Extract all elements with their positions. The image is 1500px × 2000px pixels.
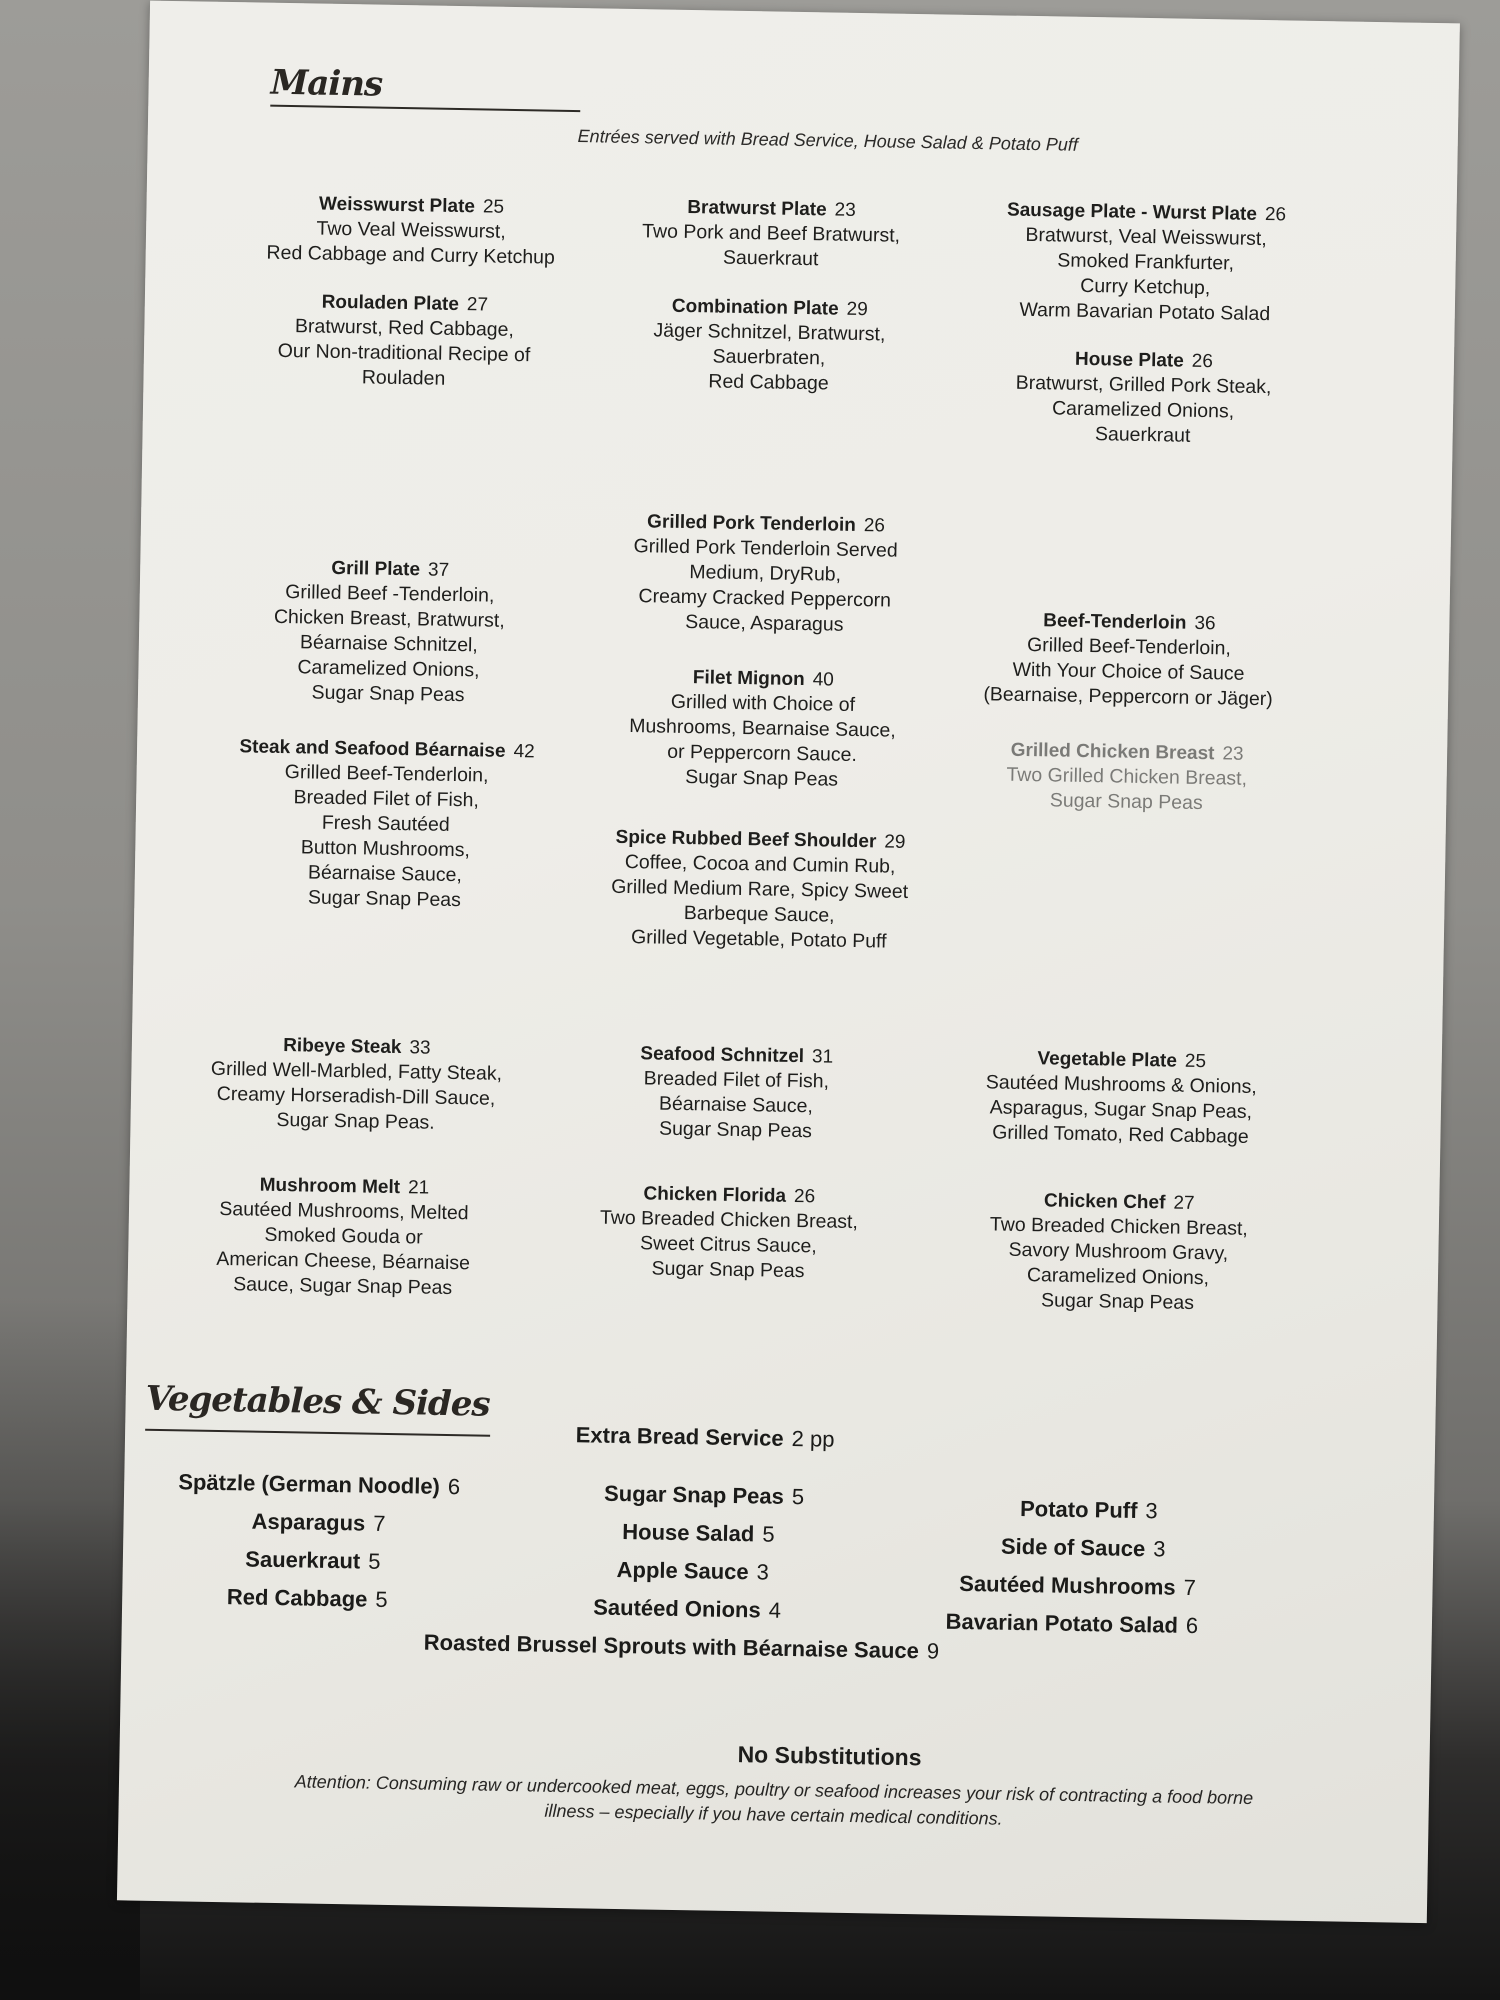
side-price: 2 pp	[791, 1425, 835, 1452]
item-name: Chicken Florida	[643, 1183, 787, 1207]
side-price: 5	[791, 1483, 805, 1510]
menu-item-grill-plate	[198, 554, 581, 711]
side-name: Roasted Brussel Sprouts with Béarnaise Sauce	[423, 1629, 920, 1664]
no-substitutions-note: No Substitutions	[737, 1741, 922, 1771]
item-name: Beef-Tenderloin	[1043, 610, 1187, 634]
side-sauerkraut	[138, 1545, 488, 1577]
item-price: 21	[407, 1177, 430, 1199]
menu-item-steak-and-seafood-bearnaise	[174, 733, 597, 915]
item-description: Grilled with Choice of Mushrooms, Bearnaise Sauce, or Peppercorn Sauce. Sugar Snap Peas	[628, 690, 896, 791]
item-description: Two Breaded Chicken Breast, Sweet Citrus Sauce, Sugar Snap Peas	[599, 1206, 859, 1283]
item-description: Two Breaded Chicken Breast, Savory Mushroom Gravy, Caramelized Onions, Sugar Snap Peas	[989, 1213, 1249, 1314]
item-description: Bratwurst, Red Cabbage, Our Non-traditional Recipe of Rouladen	[277, 315, 531, 390]
item-name: Sausage Plate - Wurst Plate	[1006, 199, 1258, 225]
side-sugar-snap-peas	[534, 1480, 874, 1512]
item-price: 42	[513, 741, 535, 763]
item-description: Sautéed Mushrooms & Onions, Asparagus, Sugar Snap Peas, Grilled Tomato, Red Cabbage	[985, 1071, 1257, 1148]
item-price: 29	[846, 298, 868, 321]
side-red-cabbage	[132, 1583, 482, 1615]
side-price: 9	[926, 1638, 940, 1664]
menu-item-spice-rubbed-beef-shoulder	[554, 824, 966, 956]
item-price: 36	[1194, 612, 1216, 635]
menu-item-house-plate	[942, 344, 1344, 451]
side-name: Extra Bread Service	[575, 1422, 784, 1451]
sides-title: Vegetables & Sides	[145, 1378, 490, 1425]
item-price: 25	[1184, 1050, 1207, 1073]
item-name: Mushroom Melt	[259, 1174, 401, 1199]
item-description: Coffee, Cocoa and Cumin Rub, Grilled Medium Rare, Spicy Sweet Barbeque Sauce, Grilled Vegetable, Potato Puff	[611, 850, 909, 953]
side-apple-sauce	[523, 1555, 863, 1587]
item-price: 26	[1191, 350, 1214, 373]
menu-item-sausage-plate	[945, 197, 1347, 329]
item-name: Vegetable Plate	[1037, 1048, 1178, 1072]
menu-item-grilled-chicken-breast	[926, 736, 1327, 818]
side-spatzle	[144, 1469, 494, 1501]
item-price: 37	[427, 559, 450, 581]
food-safety-attention-note: Attention: Consuming raw or undercooked meat, eggs, poultry or seafood increases your risk of contracting a food borne illness – especially if you have certain medical conditions.	[294, 1771, 1254, 1829]
item-name: Rouladen Plate	[321, 291, 460, 316]
side-extra-bread-service	[525, 1421, 885, 1453]
side-name: Sautéed Mushrooms	[959, 1570, 1176, 1600]
item-description: Two Grilled Chicken Breast, Sugar Snap Peas	[1006, 763, 1248, 815]
menu-item-grilled-pork-tenderloin	[564, 508, 966, 640]
item-price: 23	[1222, 743, 1244, 765]
item-description: Grilled Beef -Tenderloin, Chicken Breast, Bratwurst, Béarnaise Schnitzel, Caramelized Onions, Sugar Snap Peas	[273, 581, 505, 707]
sides-title-underline	[145, 1429, 490, 1437]
menu-item-seafood-schnitzel	[535, 1039, 937, 1146]
menu-item-ribeye-steak	[155, 1031, 557, 1138]
side-name: Side of Sauce	[1000, 1533, 1146, 1562]
side-price: 3	[1153, 1536, 1166, 1562]
item-name: Grilled Pork Tenderloin	[646, 511, 856, 536]
item-description: Two Veal Weisswurst, Red Cabbage and Curry Ketchup	[266, 217, 556, 269]
item-name: Seafood Schnitzel	[640, 1043, 805, 1068]
side-roasted-brussel-sprouts	[361, 1629, 1001, 1666]
item-price: 26	[1264, 204, 1287, 226]
menu-item-bratwurst-plate	[580, 193, 961, 275]
item-name: Ribeye Steak	[282, 1035, 402, 1059]
mains-title: Mains	[270, 62, 383, 105]
side-asparagus	[143, 1507, 493, 1539]
side-name: House Salad	[622, 1519, 755, 1547]
item-name: Weisswurst Plate	[318, 193, 476, 218]
item-description: Grilled Beef-Tenderloin, With Your Choice of Sauce (Bearnaise, Peppercorn or Jäger)	[983, 633, 1273, 711]
item-price: 23	[834, 199, 856, 221]
side-name: Sauerkraut	[245, 1546, 361, 1574]
menu-page	[117, 1, 1460, 1924]
item-name: Chicken Chef	[1043, 1190, 1166, 1214]
side-name: Bavarian Potato Salad	[945, 1608, 1179, 1638]
item-name: Spice Rubbed Beef Shoulder	[615, 826, 877, 853]
mains-subtitle: Entrées served with Bread Service, House Salad & Potato Puff	[577, 126, 1079, 155]
item-price: 27	[1173, 1192, 1195, 1214]
side-sauteed-onions	[517, 1593, 857, 1625]
menu-item-rouladen-plate	[213, 288, 595, 395]
item-price: 31	[811, 1046, 834, 1068]
item-description: Jäger Schnitzel, Bratwurst, Sauerbraten, Red Cabbage	[653, 319, 886, 395]
menu-item-vegetable-plate	[910, 1044, 1332, 1151]
side-price: 7	[1183, 1574, 1197, 1601]
item-price: 26	[793, 1185, 816, 1208]
menu-item-mushroom-melt	[142, 1171, 544, 1303]
side-price: 6	[447, 1473, 461, 1500]
side-potato-puff	[909, 1494, 1269, 1526]
side-price: 5	[368, 1548, 381, 1574]
menu-item-combination-plate	[578, 292, 960, 399]
item-price: 26	[863, 515, 886, 537]
item-name: House Plate	[1074, 348, 1184, 372]
side-name: Red Cabbage	[226, 1584, 368, 1612]
side-name: Potato Puff	[1019, 1495, 1138, 1524]
side-name: Sautéed Onions	[593, 1594, 761, 1623]
menu-item-chicken-florida	[523, 1179, 935, 1286]
side-side-of-sauce	[903, 1532, 1263, 1564]
item-price: 33	[409, 1037, 431, 1059]
item-description: Bratwurst, Grilled Pork Steak, Caramelized Onions, Sauerkraut	[1015, 371, 1272, 447]
side-price: 5	[375, 1586, 388, 1612]
item-price: 27	[466, 294, 489, 316]
side-house-salad	[528, 1517, 868, 1549]
item-name: Combination Plate	[671, 295, 839, 320]
item-name: Steak and Seafood Béarnaise	[239, 736, 506, 762]
side-sauteed-mushrooms	[897, 1570, 1257, 1602]
item-description: Grilled Well-Marbled, Fatty Steak, Creamy Horseradish-Dill Sauce, Sugar Snap Peas.	[210, 1057, 503, 1134]
menu-item-weisswurst-plate	[220, 190, 601, 272]
item-description: Bratwurst, Veal Weisswurst, Smoked Frankfurter, Curry Ketchup, Warm Bavarian Potato Salad	[1019, 223, 1271, 326]
side-price: 5	[762, 1521, 775, 1547]
side-price: 4	[768, 1597, 782, 1623]
side-price: 3	[756, 1559, 770, 1585]
item-description: Two Pork and Beef Bratwurst, Sauerkraut	[641, 220, 901, 271]
side-name: Asparagus	[251, 1508, 366, 1536]
item-price: 40	[812, 669, 835, 691]
side-price: 6	[1185, 1612, 1199, 1639]
item-price: 29	[884, 831, 906, 853]
item-price: 25	[482, 196, 505, 218]
item-description: Sautéed Mushrooms, Melted Smoked Gouda or American Cheese, Béarnaise Sauce, Sugar Snap Peas	[216, 1197, 471, 1300]
mains-title-underline	[270, 105, 580, 112]
item-name: Filet Mignon	[692, 667, 805, 691]
side-price: 3	[1145, 1498, 1158, 1524]
side-price: 7	[373, 1510, 386, 1536]
menu-item-chicken-chef	[907, 1186, 1329, 1318]
side-name: Apple Sauce	[616, 1556, 749, 1585]
item-description: Grilled Beef-Tenderloin, Breaded Filet of Fish, Fresh Sautéed Button Mushrooms, Béarnaise Sauce, Sugar Snap Peas	[284, 761, 489, 912]
menu-item-filet-mignon	[561, 663, 963, 795]
menu-item-beef-tenderloin	[928, 606, 1330, 713]
item-name: Bratwurst Plate	[687, 196, 827, 221]
item-description: Grilled Pork Tenderloin Served Medium, DryRub, Creamy Cracked Peppercorn Sauce, Asparagus	[633, 535, 898, 636]
item-name: Grill Plate	[331, 557, 421, 581]
side-name: Sugar Snap Peas	[603, 1480, 785, 1509]
item-description: Breaded Filet of Fish, Béarnaise Sauce, Sugar Snap Peas	[643, 1067, 830, 1143]
item-name: Grilled Chicken Breast	[1010, 739, 1215, 765]
side-bavarian-potato-salad	[892, 1608, 1252, 1640]
side-name: Spätzle (German Noodle)	[178, 1469, 441, 1499]
